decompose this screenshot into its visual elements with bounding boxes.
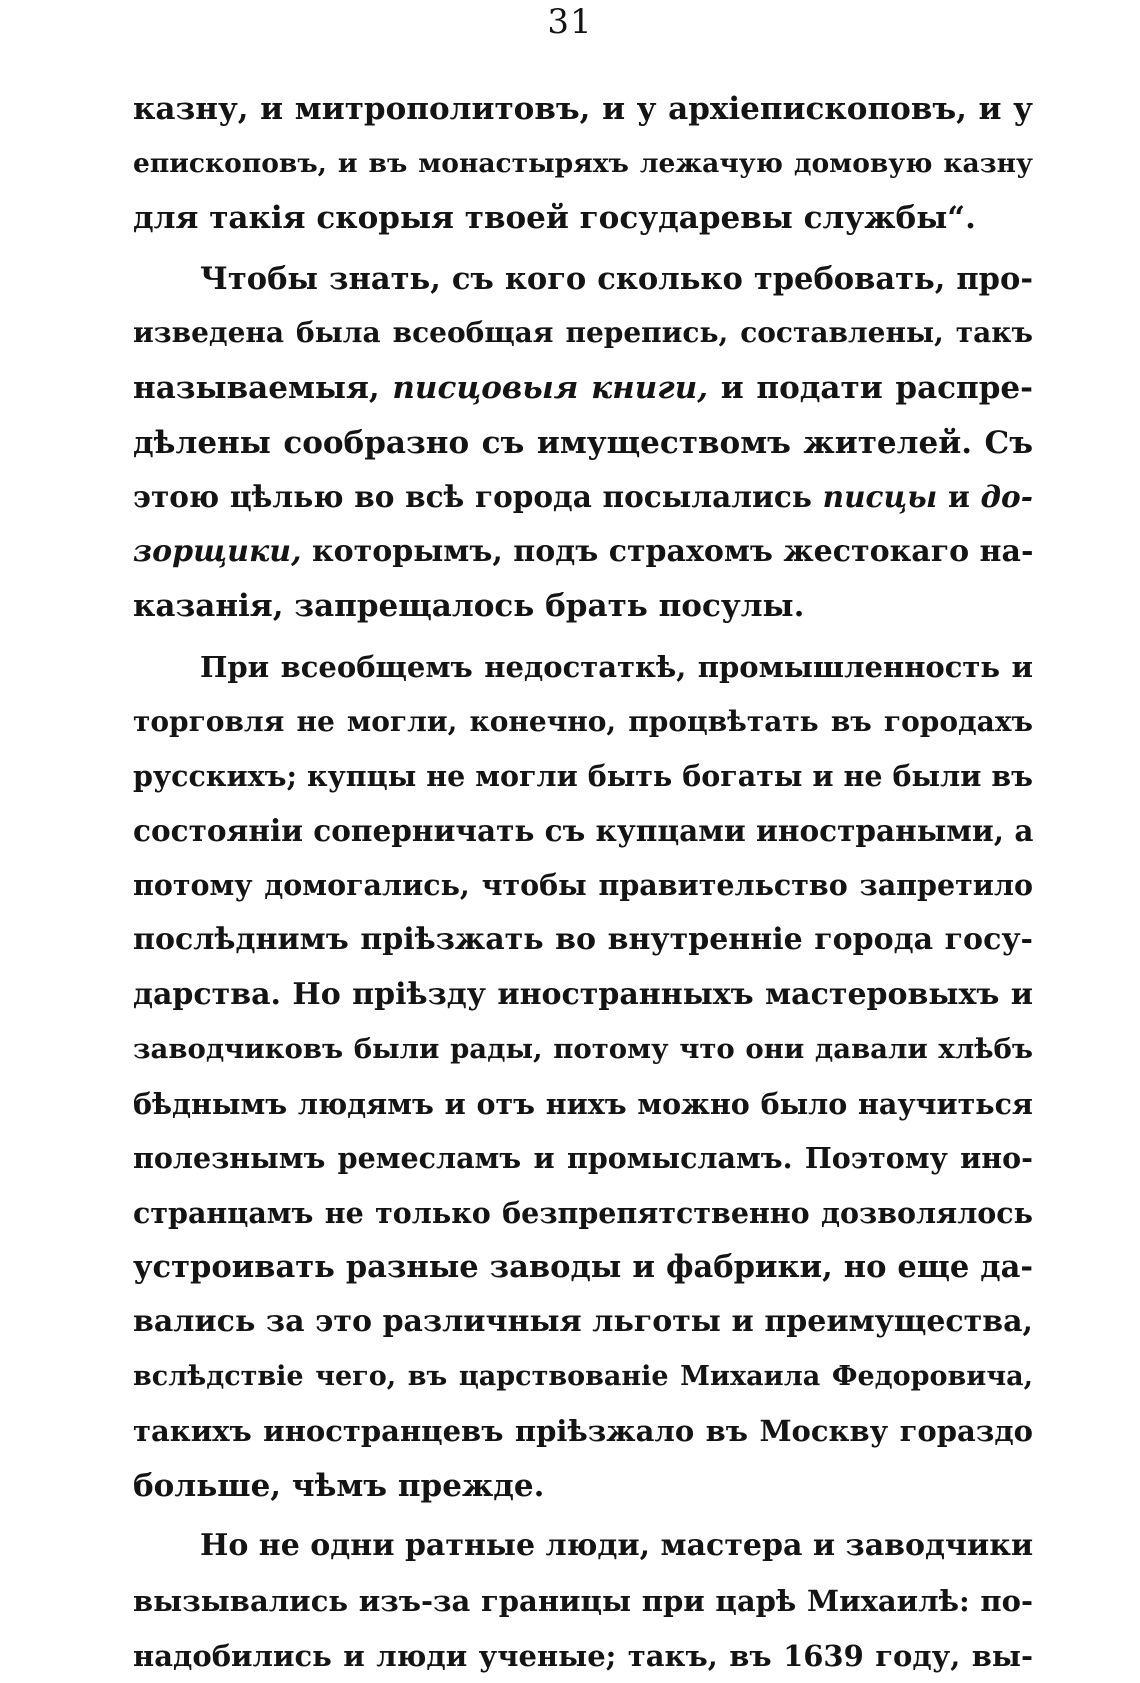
text-line: послѣднимъ пріѣзжать во внутренніе города госу-	[133, 921, 1033, 957]
text-segment: и	[947, 479, 970, 515]
text-line: русскихъ; купцы не могли быть богаты и не были въ	[133, 759, 1033, 794]
text-line: изведена была всеобщая перепись, составлены, такъ	[133, 316, 1033, 350]
text-line: состояніи соперничать съ купцами иностраными, а	[133, 812, 1034, 848]
text-line: устроивать разные заводы и фабрики, но еще да-	[133, 1249, 1033, 1286]
text-segment: которымъ, подъ страхомъ жестокаго на-	[311, 533, 1034, 569]
paragraph-start-line: Но не одни ратные люди, мастера и заводчики	[200, 1528, 1034, 1564]
text-line: дарства. Но пріѣзду иностранныхъ мастеровыхъ и	[133, 976, 1033, 1012]
text-line: бѣднымъ людямъ и отъ нихъ можно было научиться	[133, 1086, 1033, 1121]
text-segment: и подати распре-	[720, 369, 1033, 406]
text-line: странцамъ не только безпрепятственно дозволялось	[133, 1195, 1033, 1230]
text-line: торговля не могли, конечно, процвѣтать въ городахъ	[133, 704, 1033, 738]
text-line	[133, 470, 1033, 525]
body-text	[133, 82, 1033, 1683]
paragraph-start-line: Чтобы знать, съ кого сколько требовать, про-	[200, 260, 1033, 297]
text-line: казну, и митрополитовъ, и у архіепископовъ, и у	[133, 91, 1033, 127]
italic-term: писцовыя книги,	[392, 369, 709, 406]
italic-term: зорщики,	[133, 533, 302, 569]
text-line	[133, 361, 1033, 416]
text-line	[133, 525, 1033, 580]
text-segment: этою цѣлью во всѣ города посылались	[133, 479, 812, 515]
text-line: полезнымъ ремесламъ и промысламъ. Поэтому ино-	[133, 1141, 1033, 1176]
text-line: вызывались изъ-за границы при царѣ Михаилѣ: по-	[133, 1584, 1033, 1619]
text-line: заводчиковъ были рады, потому что они давали хлѣбъ	[133, 1033, 1033, 1066]
text-line: потому домогались, чтобы правительство запретило	[133, 868, 1033, 903]
text-line: больше, чѣмъ прежде.	[133, 1467, 545, 1504]
text-line: вслѣдствіе чего, въ царствованіе Михаила Федоровича,	[133, 1360, 1033, 1392]
paragraph-start-line: При всеобщемъ недостаткѣ, промышленность и	[200, 649, 1033, 684]
text-line: епископовъ, и въ монастыряхъ лежачую домовую казну	[133, 147, 1033, 179]
text-line: для такія скорыя твоей государевы службы“.	[133, 200, 976, 237]
text-segment: называемыя,	[133, 369, 380, 406]
text-line: вались за это различныя льготы и преимущества,	[133, 1304, 1033, 1340]
text-line: надобились и люди ученые; такъ, въ 1639 году, вы-	[133, 1638, 1033, 1673]
italic-term: до-	[980, 479, 1033, 515]
italic-term: писцы	[822, 479, 938, 515]
text-line: казанія, запрещалось брать посулы.	[133, 588, 805, 625]
text-line: такихъ иностранцевъ пріѣзжало въ Москву гораздо	[133, 1414, 1033, 1449]
text-line: дѣлены сообразно съ имуществомъ жителей. Съ	[133, 424, 1033, 461]
page-number: 31	[547, 2, 593, 42]
